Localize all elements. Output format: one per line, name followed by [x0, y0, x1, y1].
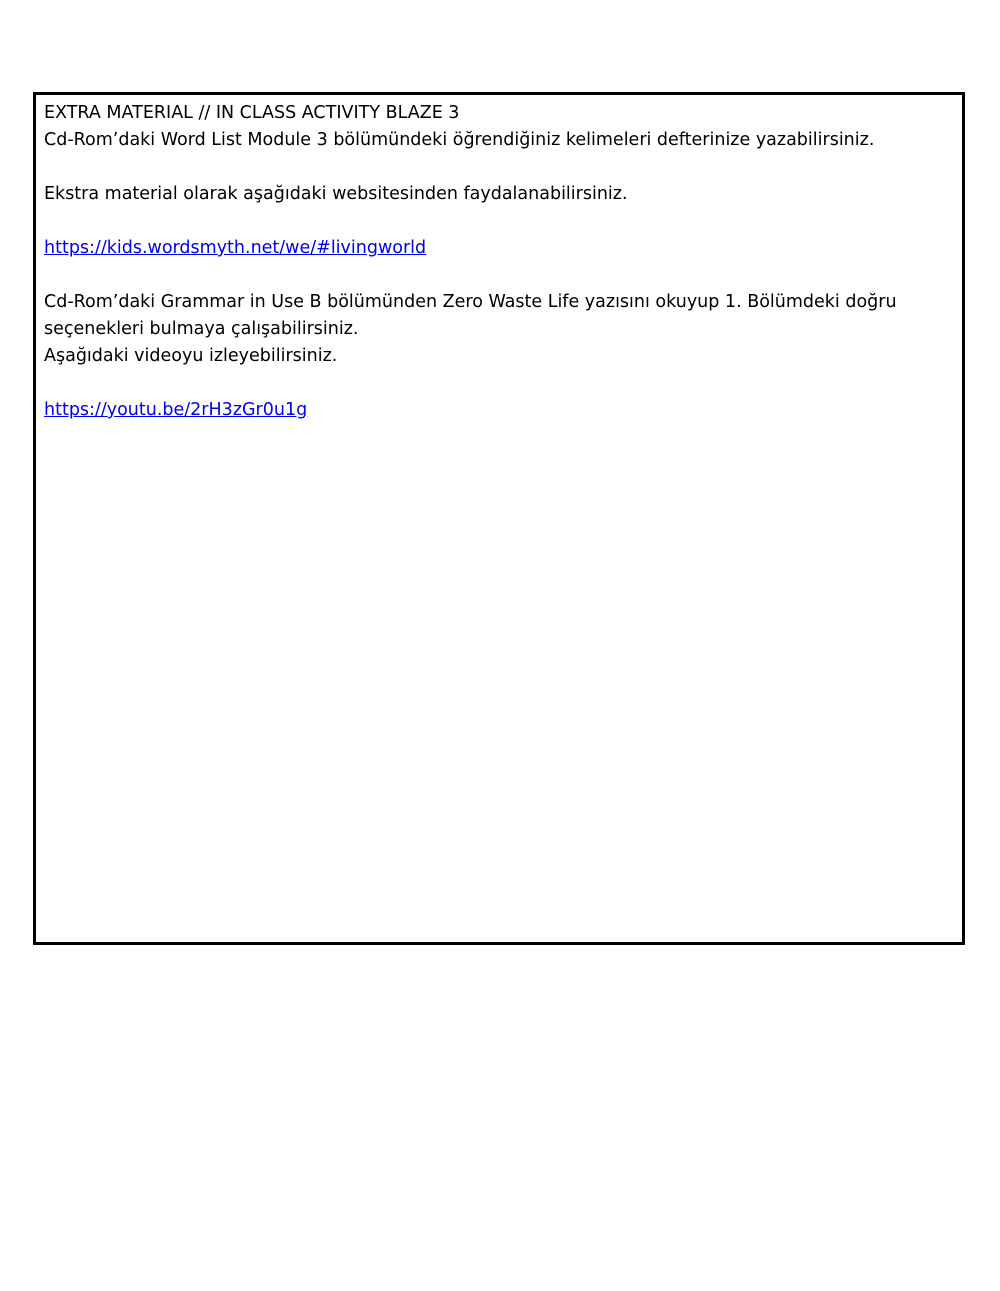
spacer	[44, 262, 954, 289]
spacer	[44, 208, 954, 235]
extra-material-line: Ekstra material olarak aşağıdaki websitesinden faydalanabilirsiniz.	[44, 184, 628, 204]
activity-content	[44, 100, 954, 424]
spacer	[44, 370, 954, 397]
grammar-line-1: Cd-Rom’daki Grammar in Use B bölümünden Zero Waste Life yazısını okuyup 1. Bölümdeki doğru	[44, 292, 897, 312]
youtube-link[interactable]: https://youtu.be/2rH3zGr0u1g	[44, 400, 308, 420]
activity-box	[33, 92, 965, 945]
intro-line: Cd-Rom’daki Word List Module 3 bölümündeki öğrendiğiniz kelimeleri defterinize yazabilirsiniz.	[44, 130, 875, 150]
spacer	[44, 154, 954, 181]
grammar-line-2: seçenekleri bulmaya çalışabilirsiniz.	[44, 319, 359, 339]
header-line: EXTRA MATERIAL // IN CLASS ACTIVITY BLAZE 3	[44, 103, 460, 123]
video-instruction-line: Aşağıdaki videoyu izleyebilirsiniz.	[44, 346, 338, 366]
wordsmyth-link[interactable]: https://kids.wordsmyth.net/we/#livingworld	[44, 238, 427, 258]
